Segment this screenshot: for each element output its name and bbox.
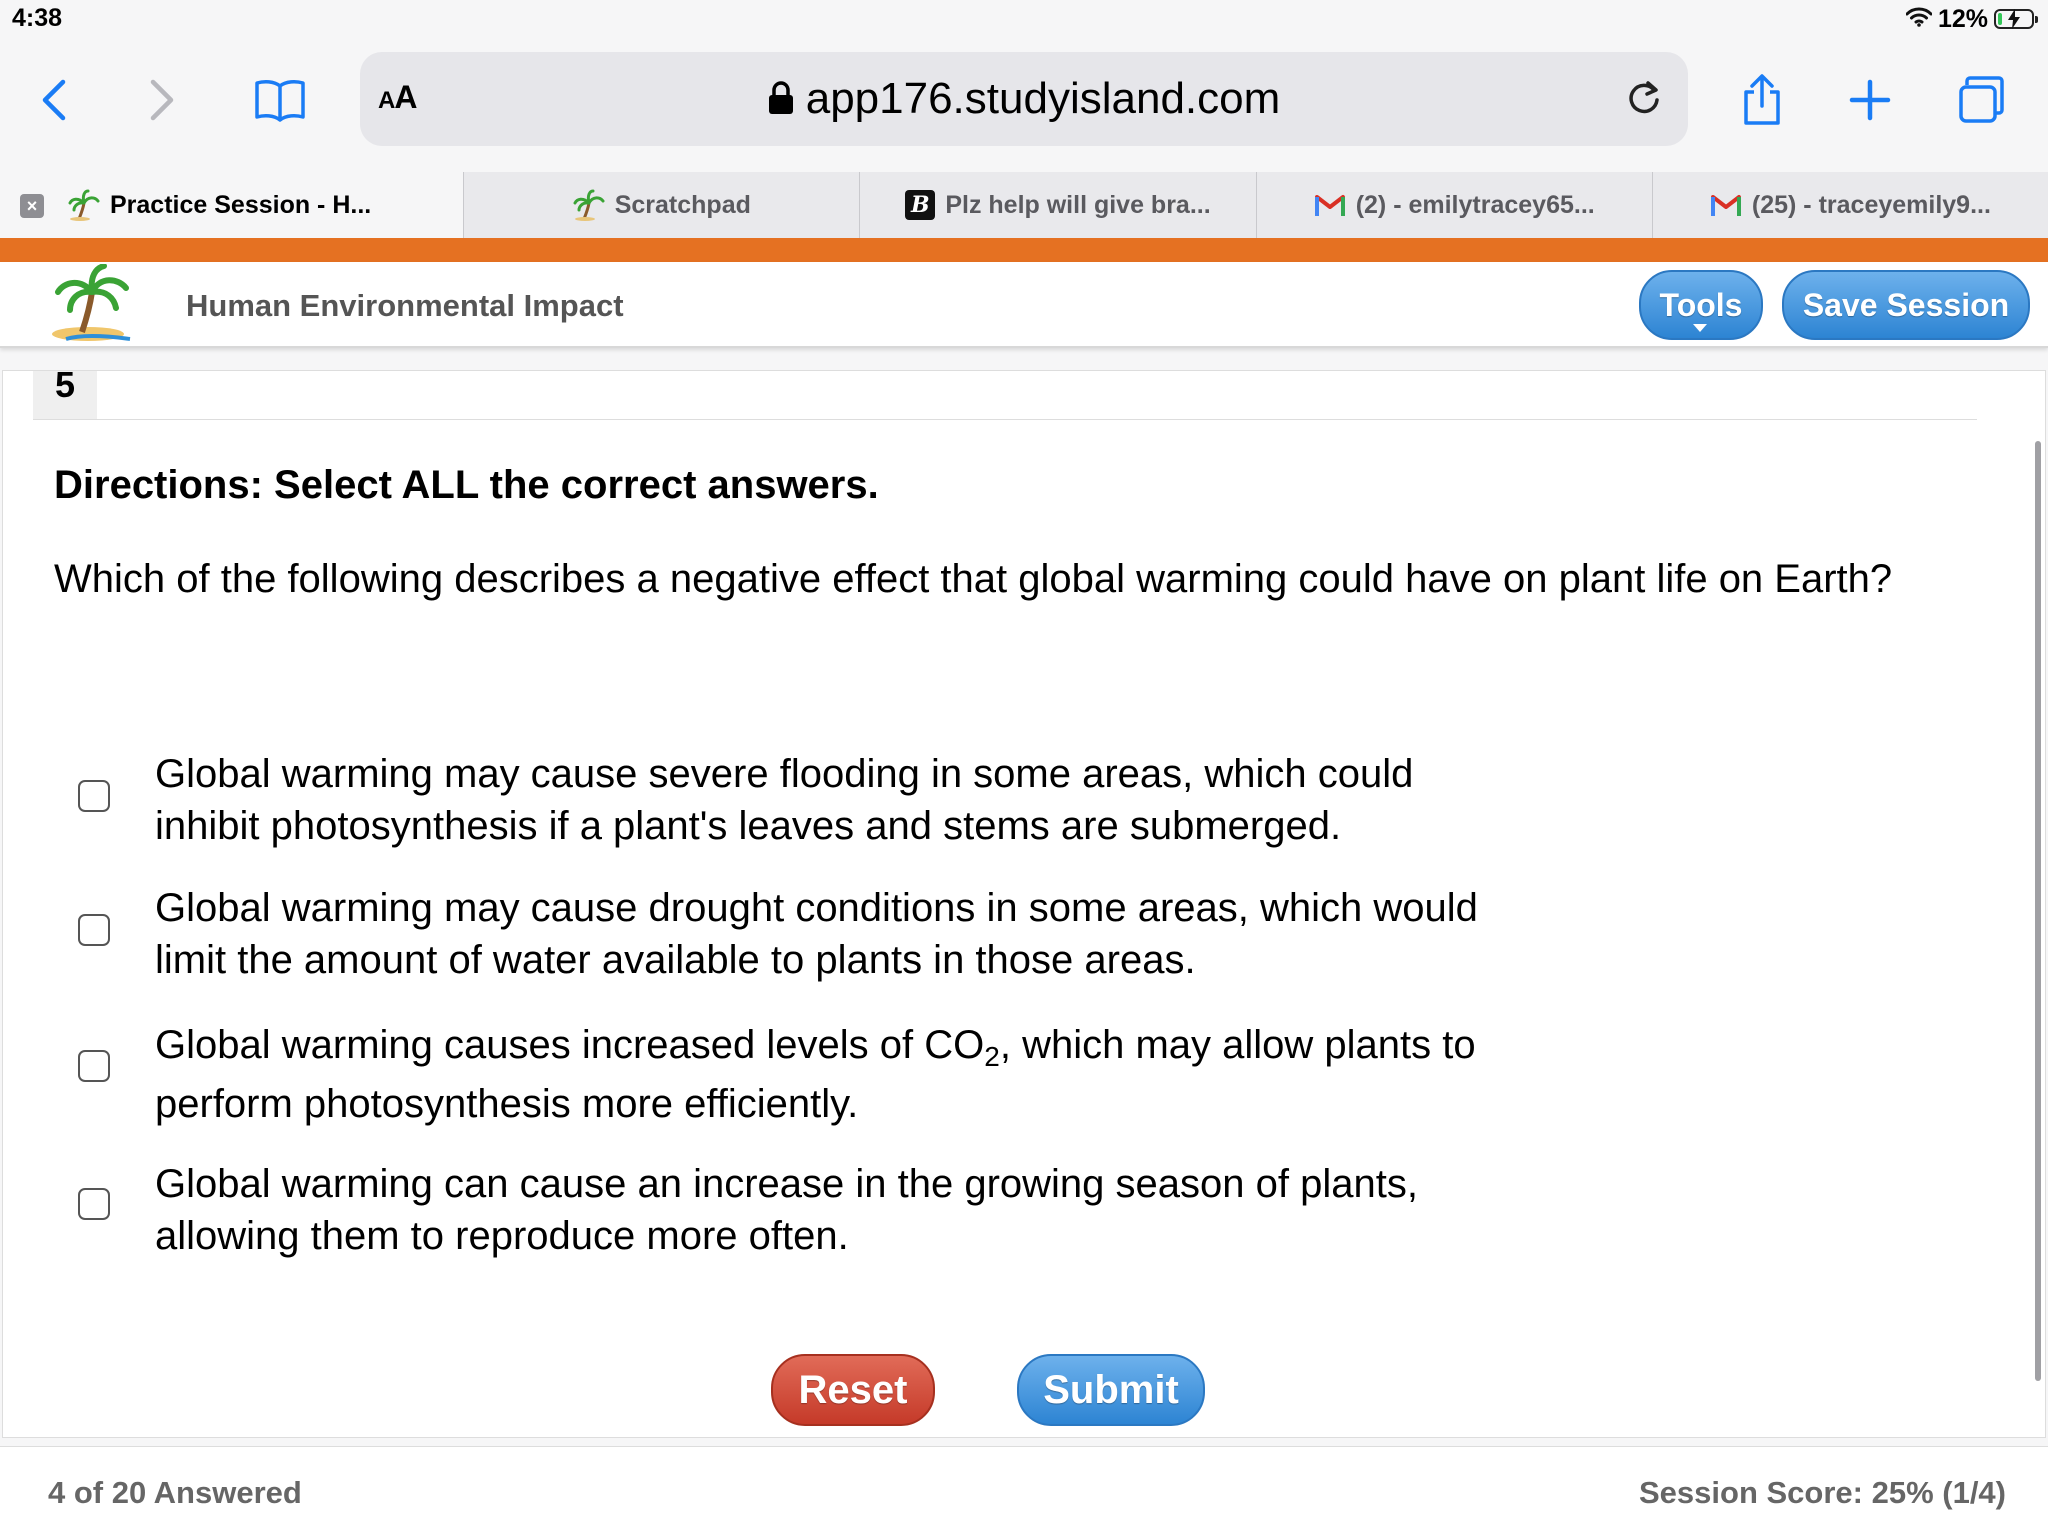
lock-icon: [768, 76, 794, 126]
tab-gmail-2[interactable]: [1652, 172, 2048, 238]
caret-down-icon: [1693, 324, 1707, 332]
new-tab-button[interactable]: [1840, 70, 1900, 130]
answer-option[interactable]: [3, 1016, 2003, 1158]
tab-label: (2) - emilytracey65...: [1355, 190, 1595, 219]
tab-brainly[interactable]: [859, 172, 1255, 238]
answer-checkbox-4[interactable]: [78, 1188, 110, 1220]
answer-option[interactable]: [3, 748, 2003, 882]
tabs-icon: [1957, 75, 2007, 125]
url-text: app176.studyisland.com: [805, 74, 1281, 123]
browser-toolbar: [0, 38, 2048, 172]
battery-level: [1998, 13, 2002, 25]
status-indicators: [1906, 4, 2034, 34]
session-score: Session Score: 25% (1/4): [1639, 1475, 2006, 1510]
battery-icon: [1994, 9, 2034, 29]
answer-checkbox-3[interactable]: [78, 1050, 110, 1082]
save-session-button[interactable]: Save Session: [1782, 270, 2030, 340]
lesson-title: Human Environmental Impact: [186, 288, 624, 323]
tab-label: Scratchpad: [614, 190, 751, 219]
brand-band: [0, 238, 2048, 262]
status-time: 4:38: [12, 4, 63, 32]
answer-text[interactable]: Global warming can cause an increase in the growing season of plants, allowing them to reproduce more often.: [155, 1162, 1418, 1258]
back-button[interactable]: [24, 70, 84, 130]
question-number: 5: [33, 371, 97, 419]
question-card: [2, 364, 2046, 1438]
brainly-icon: [905, 190, 935, 220]
answer-text-part: , which may allow plants to perform photosynthesis more efficiently.: [155, 1023, 1476, 1126]
palm-tree-icon: [573, 189, 605, 221]
reset-button[interactable]: Reset: [771, 1354, 935, 1426]
plus-icon: [1848, 78, 1892, 122]
charging-bolt-icon: [2007, 9, 2021, 29]
tab-label: Plz help will give bra...: [945, 190, 1211, 219]
reader-options-small-a: A: [378, 87, 395, 114]
share-icon: [1740, 74, 1784, 126]
address-bar[interactable]: [360, 52, 1688, 146]
tab-gmail-1[interactable]: [1256, 172, 1652, 238]
directions: Directions: Select ALL the correct answers.: [54, 463, 879, 507]
battery-percent: 12%: [1937, 4, 1988, 33]
reload-button[interactable]: [1624, 78, 1664, 123]
subscript: 2: [984, 1041, 1000, 1072]
answer-option[interactable]: [3, 882, 2003, 1016]
tab-practice-session[interactable]: [0, 172, 463, 238]
answered-count: 4 of 20 Answered: [48, 1475, 302, 1510]
chevron-right-icon: [147, 78, 177, 122]
tab-label: (25) - traceyemily9...: [1751, 190, 1991, 219]
chevron-left-icon: [39, 78, 69, 122]
answer-text[interactable]: [155, 1016, 1495, 1134]
brainly-letter: B: [905, 190, 935, 220]
answer-text[interactable]: Global warming may cause severe flooding in some areas, which could inhibit photosynthesis if a plant's leaves and stems are submerged.: [155, 752, 1414, 848]
site-header: [0, 262, 2048, 348]
scrollbar[interactable]: [2035, 441, 2041, 1381]
palm-tree-icon: [68, 189, 100, 221]
tools-button[interactable]: [1639, 270, 1763, 340]
tools-label: Tools: [1659, 286, 1743, 323]
answer-options: [3, 748, 2003, 1292]
answer-checkbox-1[interactable]: [78, 780, 110, 812]
gmail-icon: [1710, 192, 1742, 218]
submit-button[interactable]: Submit: [1017, 1354, 1205, 1426]
tab-strip: [0, 172, 2048, 238]
session-footer: [0, 1446, 2048, 1537]
answer-text[interactable]: Global warming may cause drought conditions in some areas, which would limit the amount of water available to plants in those areas.: [155, 886, 1478, 982]
url-display[interactable]: [360, 74, 1688, 126]
book-icon: [254, 78, 306, 122]
tab-label: Practice Session - H...: [110, 190, 372, 219]
question-text: Which of the following describes a negative effect that global warming could have on plant life on Earth?: [54, 557, 1893, 601]
study-island-logo: [48, 264, 138, 349]
reader-options-large-a: A: [394, 79, 417, 115]
question-number-row: [33, 364, 1977, 420]
tab-scratchpad[interactable]: [463, 172, 859, 238]
status-bar: [0, 0, 2048, 38]
reload-icon: [1624, 78, 1664, 118]
answer-text-part: Global warming causes increased levels of CO: [155, 1023, 985, 1067]
wifi-icon: [1906, 5, 1932, 34]
close-tab-button[interactable]: ×: [20, 194, 44, 218]
tab-overview-button[interactable]: [1952, 70, 2012, 130]
answer-checkbox-2[interactable]: [78, 914, 110, 946]
answer-option[interactable]: [3, 1158, 2003, 1292]
share-button[interactable]: [1732, 70, 1792, 130]
bookmarks-button[interactable]: [250, 70, 310, 130]
forward-button[interactable]: [132, 70, 192, 130]
palm-tree-icon: [48, 264, 138, 344]
gmail-icon: [1314, 192, 1346, 218]
